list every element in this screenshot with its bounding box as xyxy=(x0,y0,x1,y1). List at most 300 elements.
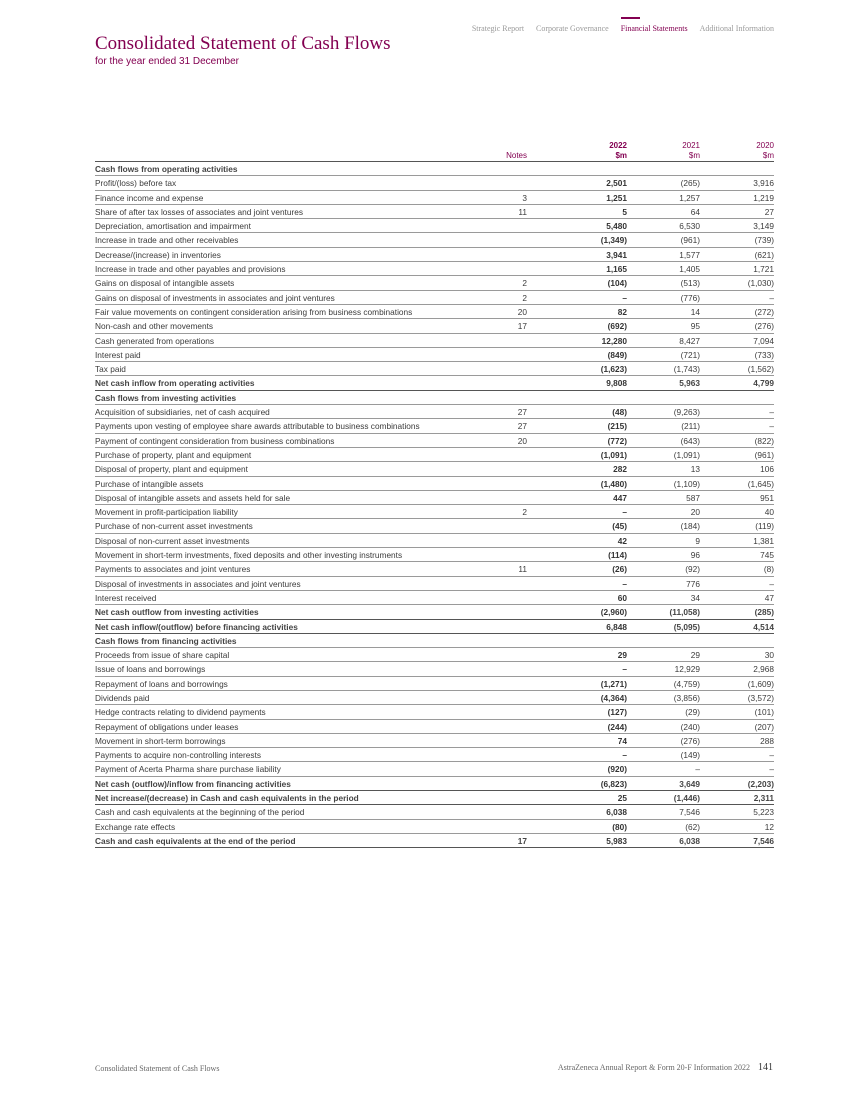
value-2021: (3,856) xyxy=(673,692,700,703)
value-2020: (733) xyxy=(754,349,774,360)
section-heading-row xyxy=(95,162,774,176)
row-note xyxy=(473,391,527,404)
row-note: 11 xyxy=(518,206,527,217)
value-2022: (215) xyxy=(607,421,627,432)
row-note xyxy=(473,577,527,590)
value-2022: (1,349) xyxy=(600,235,627,246)
table-row xyxy=(95,191,774,205)
row-note xyxy=(473,248,527,261)
row-label: Purchase of intangible assets xyxy=(95,478,204,489)
value-2022: 9,808 xyxy=(606,378,627,389)
row-note xyxy=(473,734,527,747)
value-2020: (1,030) xyxy=(747,278,774,289)
page-subtitle: for the year ended 31 December xyxy=(95,56,239,67)
row-label: Net cash outflow from investing activities xyxy=(95,607,259,618)
value-2020: 1,381 xyxy=(753,535,774,546)
row-label: Disposal of non-current asset investments xyxy=(95,535,250,546)
row-label: Cash and cash equivalents at the end of the period xyxy=(95,835,296,846)
table-row xyxy=(95,477,774,491)
value-2020 xyxy=(700,634,774,647)
row-label: Purchase of property, plant and equipment xyxy=(95,449,252,460)
cash-flow-table xyxy=(95,141,774,848)
row-note xyxy=(473,534,527,547)
value-2021: (1,109) xyxy=(673,478,700,489)
value-2020: – xyxy=(769,292,774,303)
row-label: Interest paid xyxy=(95,349,141,360)
value-2022: (1,271) xyxy=(600,678,627,689)
row-note: 17 xyxy=(517,321,527,332)
header-2022-unit: $m xyxy=(615,151,627,160)
row-note xyxy=(473,720,527,733)
value-2021: (961) xyxy=(680,235,700,246)
value-2022: 6,848 xyxy=(606,621,627,632)
row-label: Movement in short-term borrowings xyxy=(95,735,226,746)
table-body xyxy=(95,162,774,848)
row-note xyxy=(473,233,527,246)
row-label: Fair value movements on contingent consideration arising from business combinations xyxy=(95,306,413,317)
value-2022: (45) xyxy=(612,521,627,532)
table-row xyxy=(95,276,774,290)
table-row xyxy=(95,205,774,219)
value-2020: 288 xyxy=(760,735,774,746)
row-label: Repayment of loans and borrowings xyxy=(95,678,228,689)
value-2021: 12,929 xyxy=(674,664,700,675)
row-note xyxy=(473,491,527,504)
value-2021: (211) xyxy=(681,421,700,432)
value-2020: 4,514 xyxy=(753,621,774,632)
row-label: Interest received xyxy=(95,592,157,603)
value-2021: 64 xyxy=(690,206,700,217)
row-label: Net increase/(decrease) in Cash and cash equivalents in the period xyxy=(95,793,359,804)
value-2020: (3,572) xyxy=(747,692,774,703)
value-2021: 14 xyxy=(690,306,700,317)
value-2021: (5,095) xyxy=(673,621,700,632)
value-2020: 106 xyxy=(760,464,774,475)
row-note xyxy=(473,805,527,818)
row-label: Net cash (outflow)/inflow from financing activities xyxy=(95,778,291,789)
value-2021: (240) xyxy=(680,721,700,732)
total-row xyxy=(95,605,774,619)
value-2021: 5,963 xyxy=(679,378,700,389)
row-label: Exchange rate effects xyxy=(95,821,176,832)
table-row xyxy=(95,262,774,276)
table-row xyxy=(95,219,774,233)
section-heading-row xyxy=(95,391,774,405)
value-2020: 7,094 xyxy=(753,335,774,346)
table-row xyxy=(95,233,774,247)
value-2020: (1,609) xyxy=(747,678,774,689)
table-row xyxy=(95,548,774,562)
table-row xyxy=(95,176,774,190)
value-2022: 5,480 xyxy=(606,221,627,232)
value-2021 xyxy=(627,391,700,404)
value-2022: 74 xyxy=(617,735,627,746)
header-2022 xyxy=(527,141,627,161)
value-2020: 3,149 xyxy=(753,221,774,232)
value-2022: (26) xyxy=(612,564,627,575)
table-row xyxy=(95,405,774,419)
table-row xyxy=(95,820,774,834)
value-2021: (265) xyxy=(680,178,700,189)
value-2020: (276) xyxy=(754,321,774,332)
row-label: Movement in short-term investments, fixed deposits and other investing instruments xyxy=(95,550,403,561)
value-2022: (6,823) xyxy=(600,778,627,789)
total-row xyxy=(95,834,774,848)
table-row xyxy=(95,662,774,676)
row-label: Cash flows from investing activities xyxy=(95,392,237,403)
table-row xyxy=(95,591,774,605)
value-2020: 7,546 xyxy=(753,835,774,846)
table-row xyxy=(95,291,774,305)
row-note xyxy=(473,348,527,361)
value-2020: (101) xyxy=(754,707,774,718)
row-label: Issue of loans and borrowings xyxy=(95,664,206,675)
value-2021: (276) xyxy=(680,735,700,746)
value-2022: (1,480) xyxy=(600,478,627,489)
value-2020: (739) xyxy=(754,235,774,246)
row-note xyxy=(473,219,527,232)
row-label: Purchase of non-current asset investments xyxy=(95,521,253,532)
table-row xyxy=(95,534,774,548)
value-2020: (2,203) xyxy=(747,778,774,789)
row-note xyxy=(473,376,527,389)
row-note: 27 xyxy=(517,421,527,432)
value-2022 xyxy=(527,634,627,647)
value-2022: (772) xyxy=(607,435,627,446)
table-row xyxy=(95,720,774,734)
value-2022: 1,251 xyxy=(606,192,627,203)
row-note xyxy=(473,605,527,618)
value-2021: 6,530 xyxy=(679,221,700,232)
table-row xyxy=(95,648,774,662)
page-number: 141 xyxy=(758,1062,773,1073)
row-label: Net cash inflow from operating activities xyxy=(95,378,255,389)
value-2020: – xyxy=(769,421,774,432)
value-2022: 60 xyxy=(617,592,627,603)
row-note: 11 xyxy=(518,564,527,575)
value-2021: 776 xyxy=(686,578,700,589)
row-label: Disposal of intangible assets and assets held for sale xyxy=(95,492,291,503)
value-2022: (104) xyxy=(607,278,627,289)
row-label: Decrease/(increase) in inventories xyxy=(95,249,221,260)
value-2020: 27 xyxy=(764,206,774,217)
value-2020: (8) xyxy=(763,564,774,575)
value-2020: 47 xyxy=(764,592,774,603)
value-2021: (9,263) xyxy=(673,407,700,418)
value-2022: (692) xyxy=(607,321,627,332)
value-2022: 1,165 xyxy=(606,264,627,275)
row-label: Depreciation, amortisation and impairment xyxy=(95,221,251,232)
value-2021: 8,427 xyxy=(679,335,700,346)
value-2022: 5 xyxy=(622,206,627,217)
value-2020: (961) xyxy=(754,449,774,460)
value-2022 xyxy=(527,162,627,175)
table-row xyxy=(95,691,774,705)
value-2022: – xyxy=(622,507,627,518)
value-2022: (4,364) xyxy=(600,692,627,703)
row-note xyxy=(473,791,527,804)
value-2020: – xyxy=(769,750,774,761)
value-2022: (849) xyxy=(607,349,627,360)
value-2020: (822) xyxy=(754,435,774,446)
value-2022: 82 xyxy=(617,306,627,317)
value-2020: – xyxy=(769,578,774,589)
row-label: Dividends paid xyxy=(95,692,150,703)
value-2021: 9 xyxy=(695,535,700,546)
value-2020: 745 xyxy=(760,550,774,561)
row-label: Disposal of property, plant and equipment xyxy=(95,464,248,475)
row-label: Payment of Acerta Pharma share purchase liability xyxy=(95,764,281,775)
row-note: 2 xyxy=(522,292,527,303)
value-2022: (127) xyxy=(607,707,627,718)
row-label: Gains on disposal of investments in associates and joint ventures xyxy=(95,292,335,303)
header-2020 xyxy=(700,141,774,161)
row-label: Payments to associates and joint ventures xyxy=(95,564,251,575)
row-note: 20 xyxy=(517,435,527,446)
table-row xyxy=(95,419,774,433)
value-2020 xyxy=(700,391,774,404)
nav-financial-statements[interactable]: Financial Statements xyxy=(620,24,688,33)
row-note xyxy=(473,519,527,532)
table-row xyxy=(95,448,774,462)
value-2022: (2,960) xyxy=(600,607,627,618)
value-2021: (776) xyxy=(680,292,700,303)
value-2021: (4,759) xyxy=(673,678,700,689)
value-2020: – xyxy=(769,407,774,418)
value-2020: (621) xyxy=(754,249,774,260)
value-2022: – xyxy=(622,578,627,589)
row-note xyxy=(473,662,527,675)
value-2022: 282 xyxy=(613,464,627,475)
value-2022: – xyxy=(622,292,627,303)
value-2020: 2,968 xyxy=(753,664,774,675)
row-label: Net cash inflow/(outflow) before financing activities xyxy=(95,621,298,632)
row-label: Cash and cash equivalents at the beginning of the period xyxy=(95,807,305,818)
row-note xyxy=(473,334,527,347)
row-note: 27 xyxy=(517,407,527,418)
header-2020-year: 2020 xyxy=(756,141,774,150)
value-2020: 2,311 xyxy=(753,793,774,804)
row-note xyxy=(473,477,527,490)
value-2022: 29 xyxy=(617,650,627,661)
value-2022: (48) xyxy=(612,407,627,418)
header-2020-unit: $m xyxy=(762,151,774,160)
table-row xyxy=(95,319,774,333)
table-row xyxy=(95,519,774,533)
row-note xyxy=(473,462,527,475)
value-2021 xyxy=(627,162,700,175)
table-row xyxy=(95,334,774,348)
table-row xyxy=(95,748,774,762)
row-note: 2 xyxy=(522,278,527,289)
value-2020: (1,562) xyxy=(747,364,774,375)
value-2021: (92) xyxy=(685,564,700,575)
row-note xyxy=(473,777,527,790)
value-2021: 7,546 xyxy=(679,807,700,818)
value-2022: 2,501 xyxy=(606,178,627,189)
table-row xyxy=(95,734,774,748)
value-2021: 1,577 xyxy=(679,249,700,260)
row-note: 3 xyxy=(522,192,527,203)
header-label-spacer xyxy=(95,141,473,161)
header-notes: Notes xyxy=(506,151,527,160)
page-title: Consolidated Statement of Cash Flows xyxy=(95,33,391,54)
row-note: 20 xyxy=(517,306,527,317)
total-row xyxy=(95,376,774,390)
table-row xyxy=(95,762,774,776)
nav-additional-information[interactable]: Additional Information xyxy=(699,24,774,33)
value-2020: (207) xyxy=(754,721,774,732)
value-2021: (1,091) xyxy=(673,449,700,460)
row-label: Payments to acquire non-controlling interests xyxy=(95,750,262,761)
footer-report-name: AstraZeneca Annual Report & Form 20-F Information 2022 xyxy=(557,1063,750,1072)
row-note xyxy=(473,262,527,275)
row-label: Acquisition of subsidiaries, net of cash acquired xyxy=(95,407,270,418)
row-label: Profit/(loss) before tax xyxy=(95,178,177,189)
value-2020: 1,219 xyxy=(753,192,774,203)
row-label: Gains on disposal of intangible assets xyxy=(95,278,235,289)
row-label: Payments upon vesting of employee share awards attributable to business combinations xyxy=(95,421,420,432)
total-row xyxy=(95,791,774,805)
row-label: Cash flows from financing activities xyxy=(95,635,237,646)
value-2020: (119) xyxy=(755,521,774,532)
footer-section-title: Consolidated Statement of Cash Flows xyxy=(95,1064,220,1073)
value-2020: 4,799 xyxy=(753,378,774,389)
row-note: 2 xyxy=(522,507,527,518)
section-heading-row xyxy=(95,634,774,648)
total-row xyxy=(95,777,774,791)
row-label: Payment of contingent consideration from business combinations xyxy=(95,435,335,446)
row-label: Increase in trade and other receivables xyxy=(95,235,239,246)
total-row xyxy=(95,620,774,634)
value-2021: 1,405 xyxy=(679,264,700,275)
header-2021 xyxy=(627,141,700,161)
row-label: Cash flows from operating activities xyxy=(95,164,238,174)
row-label: Hedge contracts relating to dividend payments xyxy=(95,707,266,718)
value-2020: 3,916 xyxy=(753,178,774,189)
value-2021: (721) xyxy=(680,349,700,360)
value-2022: (1,091) xyxy=(600,449,627,460)
row-label: Finance income and expense xyxy=(95,192,204,203)
value-2022: – xyxy=(622,750,627,761)
value-2021: (149) xyxy=(680,750,700,761)
row-note xyxy=(473,362,527,375)
value-2021: 587 xyxy=(686,492,700,503)
table-row xyxy=(95,805,774,819)
value-2021: (643) xyxy=(680,435,700,446)
value-2020: (285) xyxy=(754,607,774,618)
table-row xyxy=(95,505,774,519)
table-row xyxy=(95,434,774,448)
value-2022: (920) xyxy=(607,764,627,775)
value-2022: (244) xyxy=(607,721,627,732)
row-note: 17 xyxy=(517,835,527,846)
value-2021: (184) xyxy=(680,521,700,532)
value-2020: (272) xyxy=(754,306,774,317)
value-2022: 12,280 xyxy=(601,335,627,346)
value-2020: 5,223 xyxy=(753,807,774,818)
row-label: Movement in profit-participation liability xyxy=(95,507,238,518)
value-2020: – xyxy=(769,764,774,775)
footer-report-info xyxy=(558,1062,773,1073)
value-2021: 3,649 xyxy=(679,778,700,789)
row-note xyxy=(473,820,527,833)
row-label: Increase in trade and other payables and provisions xyxy=(95,264,286,275)
value-2022: (1,623) xyxy=(600,364,627,375)
value-2021: (62) xyxy=(685,821,700,832)
nav-strategic-report[interactable]: Strategic Report xyxy=(471,24,525,33)
value-2021: – xyxy=(695,764,700,775)
row-note xyxy=(473,620,527,633)
row-note xyxy=(473,691,527,704)
header-2021-year: 2021 xyxy=(682,141,700,150)
row-note xyxy=(473,176,527,189)
row-note xyxy=(473,591,527,604)
row-note xyxy=(473,677,527,690)
value-2022: 447 xyxy=(613,492,627,503)
value-2022: 5,983 xyxy=(606,835,627,846)
value-2021 xyxy=(627,634,700,647)
row-label: Share of after tax losses of associates and joint ventures xyxy=(95,206,303,217)
value-2021: 34 xyxy=(690,592,700,603)
value-2020: 12 xyxy=(764,821,774,832)
value-2022: 6,038 xyxy=(606,807,627,818)
table-row xyxy=(95,462,774,476)
table-row xyxy=(95,562,774,576)
table-row xyxy=(95,348,774,362)
table-row xyxy=(95,577,774,591)
row-note xyxy=(473,162,527,175)
value-2021: 6,038 xyxy=(679,835,700,846)
value-2021: (11,058) xyxy=(669,607,700,618)
table-row xyxy=(95,305,774,319)
value-2022: – xyxy=(622,664,627,675)
row-note xyxy=(473,705,527,718)
value-2022: (114) xyxy=(608,550,627,561)
value-2021: (513) xyxy=(680,278,700,289)
value-2021: (1,743) xyxy=(673,364,700,375)
value-2021: 96 xyxy=(690,550,700,561)
row-label: Tax paid xyxy=(95,364,126,375)
table-row xyxy=(95,362,774,376)
value-2022: (80) xyxy=(612,821,627,832)
header-2021-unit: $m xyxy=(688,151,700,160)
row-note xyxy=(473,648,527,661)
section-nav xyxy=(472,24,774,33)
table-row xyxy=(95,248,774,262)
value-2021: 29 xyxy=(690,650,700,661)
value-2020: 30 xyxy=(764,650,774,661)
value-2021: (1,446) xyxy=(673,793,700,804)
value-2021: 1,257 xyxy=(679,192,700,203)
value-2021: 20 xyxy=(690,507,700,518)
row-label: Proceeds from issue of share capital xyxy=(95,650,230,661)
value-2020: (1,645) xyxy=(747,478,774,489)
value-2022 xyxy=(527,391,627,404)
value-2022: 25 xyxy=(617,793,627,804)
header-2022-year: 2022 xyxy=(609,141,627,150)
value-2022: 3,941 xyxy=(606,249,627,260)
row-label: Cash generated from operations xyxy=(95,335,214,346)
nav-corporate-governance[interactable]: Corporate Governance xyxy=(536,24,609,33)
table-row xyxy=(95,677,774,691)
row-label: Non-cash and other movements xyxy=(95,321,214,332)
value-2021: (29) xyxy=(685,707,700,718)
row-note xyxy=(473,634,527,647)
value-2020: 1,721 xyxy=(753,264,774,275)
table-row xyxy=(95,491,774,505)
value-2021: 13 xyxy=(690,464,700,475)
